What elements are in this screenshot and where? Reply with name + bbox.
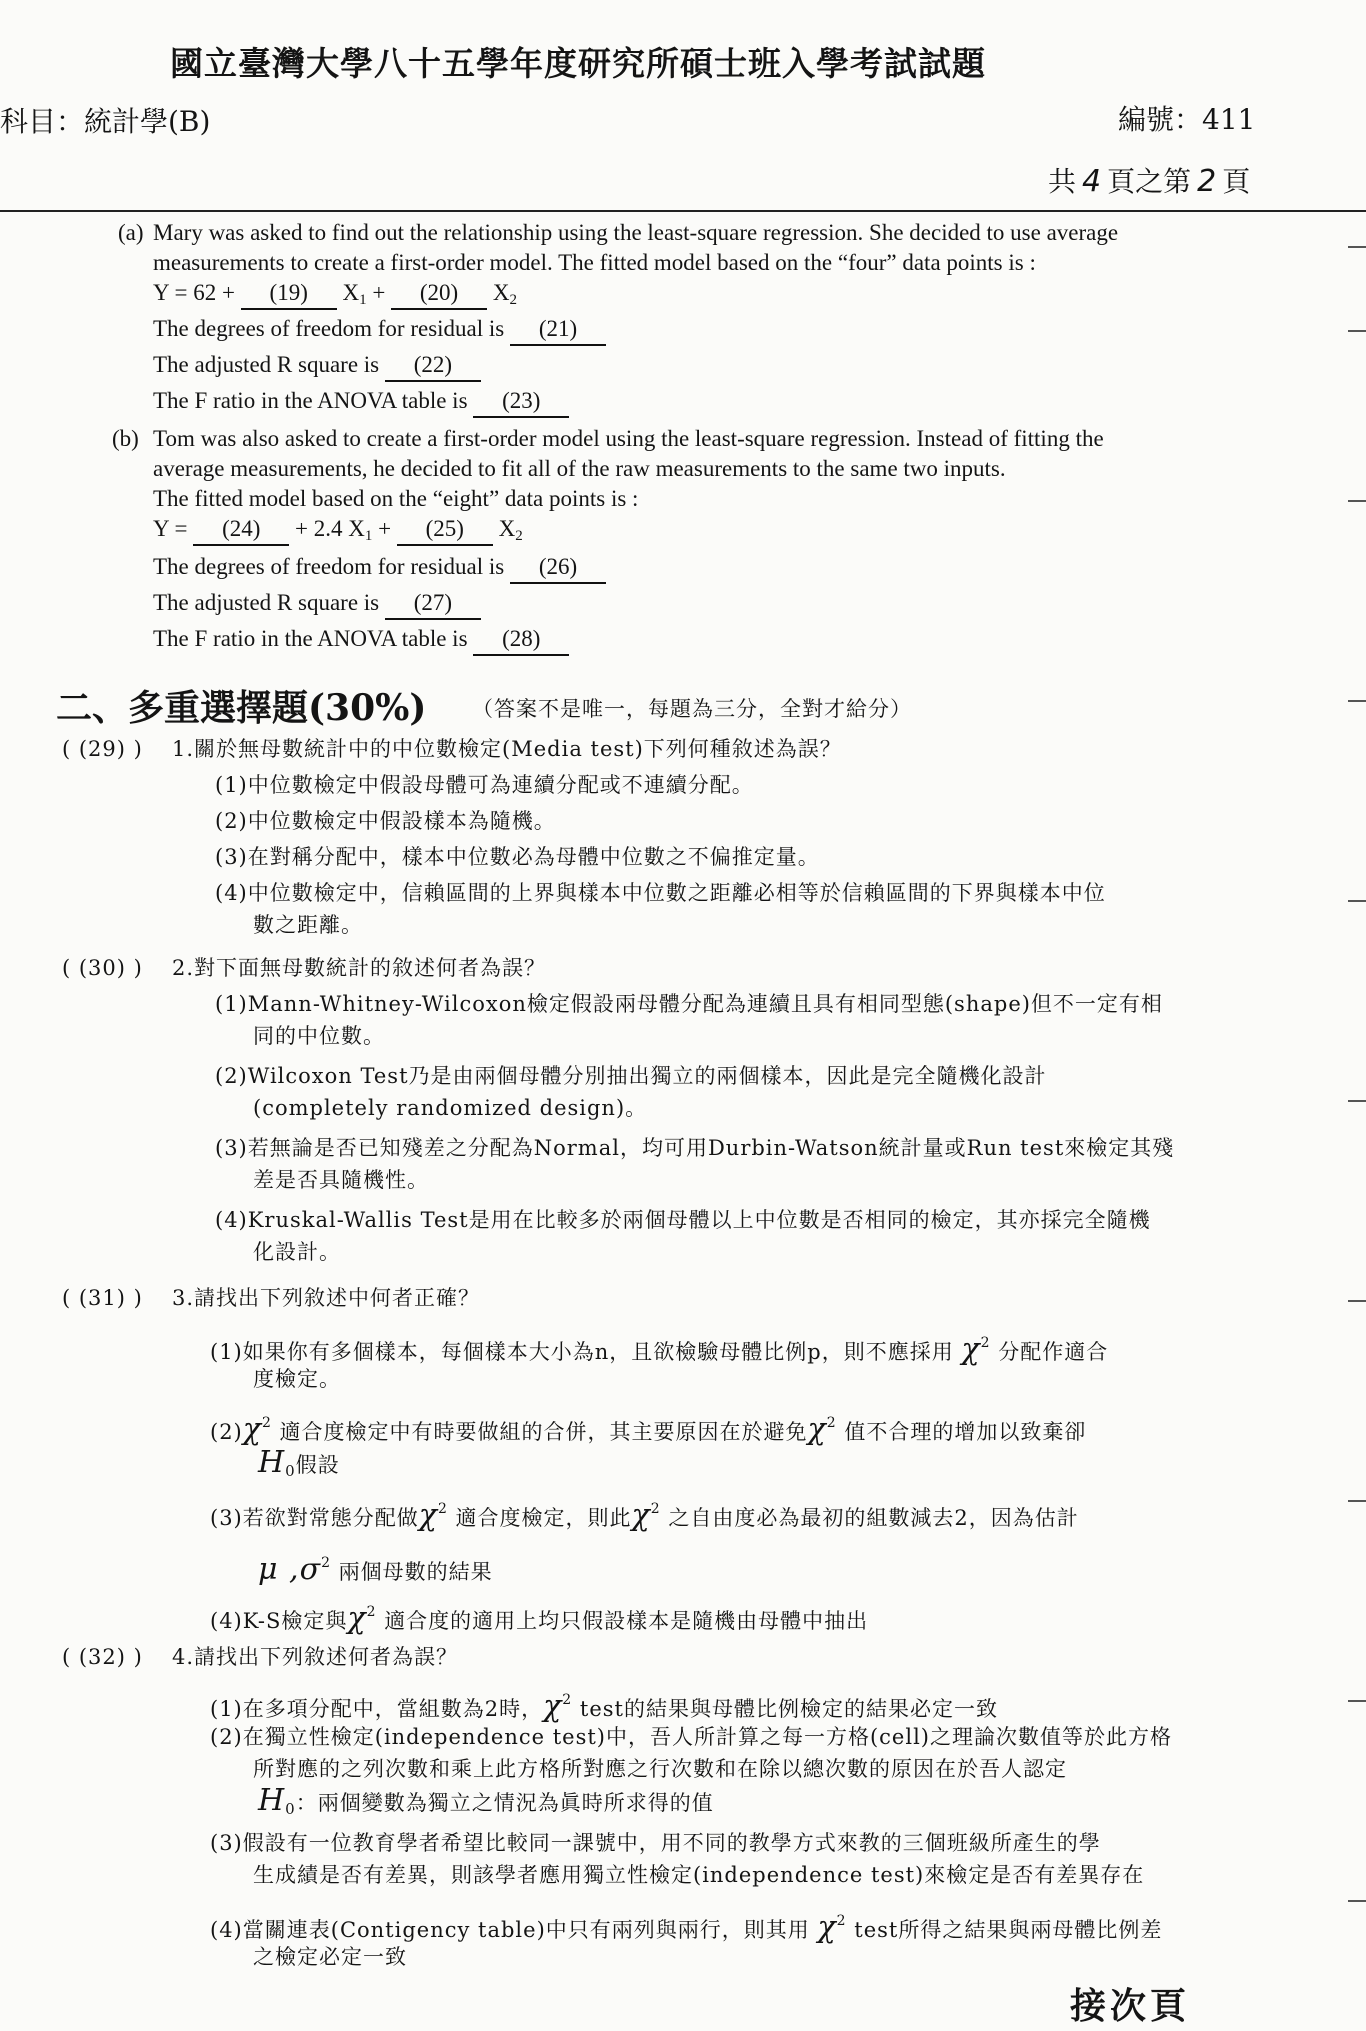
edge-mark [1348,1500,1366,1502]
q30-option-3: (3)若無論是否已知殘差之分配為Normal，均可用Durbin-Watson統計量或Run test來檢定其殘 [215,1136,1175,1160]
part-a-f-ratio: The F ratio in the ANOVA table is (23) [153,386,569,418]
blank-19: (19) [241,278,337,310]
q31-option-1: (1)如果你有多個樣本，每個樣本大小為n，且欲檢驗母體比例p，則不應採用 $\chi^2$ 分配作適合 [210,1332,1109,1367]
part-a-dof: The degrees of freedom for residual is (21) [153,314,606,346]
q31-option-2: $(2)\chi^2$ 適合度檢定中有時要做組的合併，其主要原因在於避免$\chi^2$ 值不合理的增加以致棄卻 [210,1412,1087,1447]
chi-symbol: χ [543,1689,563,1724]
q31-option-3-cont: μ $,\sigma^2$ 兩個母數的結果 [258,1552,493,1587]
part-a-intro-2: measurements to create a first-order model. The fitted model based on the “four” data points is : [153,250,1036,275]
part-b-adj-r2: The adjusted R square is (27) [153,588,481,620]
blank-21: (21) [510,314,606,346]
part-b-f-ratio: The F ratio in the ANOVA table is (28) [153,624,569,656]
pages-current: 2 [1197,164,1217,199]
edge-mark [1348,1100,1366,1102]
blank-28: (28) [473,624,569,656]
q31-blank: ( (31) ) [62,1286,143,1310]
edge-mark [1348,1900,1366,1902]
q29-option-4: (4)中位數檢定中，信賴區間的上界與樣本中位數之距離必相等於信賴區間的下界與樣本中位 [215,881,1106,905]
subject-label: 科目：統計學(B) [0,105,211,138]
chi-symbol: χ [347,1601,367,1636]
q29-option-3: (3)在對稱分配中，樣本中位數必為母體中位數之不偏推定量。 [215,845,820,869]
chi-symbol: χ [807,1412,827,1447]
q29-option-2: (2)中位數檢定中假設樣本為隨機。 [215,809,556,833]
part-b-dof: The degrees of freedom for residual is (26) [153,552,606,584]
q32-option-2-cont2: $H_0$：兩個變數為獨立之情況為眞時所求得的值 [258,1783,714,1818]
blank-27: (27) [385,588,481,620]
part-b-label: (b) [112,426,139,451]
header-rule [0,210,1366,212]
chi-symbol: χ [631,1498,651,1533]
chi-symbol: χ [242,1412,262,1447]
q30-option-1-cont: 同的中位數。 [253,1024,385,1048]
q29-option-1: (1)中位數檢定中假設母體可為連續分配或不連續分配。 [215,773,754,797]
part-b-equation: Y = (24) + 2.4 $X_1 + (25)$ $X_2$ [153,516,523,544]
edge-mark [1348,246,1366,248]
part-b-intro-3: The fitted model based on the “eight” data points is : [153,486,639,511]
exam-title: 國立臺灣大學八十五學年度研究所碩士班入學考試試題 [170,44,986,83]
q32-option-3-cont: 生成績是否有差異，則該學者應用獨立性檢定(independence test)來檢定是否有差異存在 [253,1863,1145,1887]
blank-26: (26) [510,552,606,584]
section-2-note: （答案不是唯一，每題為三分，全對才給分） [472,697,912,721]
q32-option-4: (4)當關連表(Contigency table)中只有兩列與兩行，則其用 $\chi^2$ test所得之結果與兩母體比例差 [210,1910,1163,1945]
blank-24: (24) [193,514,289,546]
exam-code: 編號：411 [1118,103,1256,136]
q31-option-4: (4)K-S檢定與$\chi^2$ 適合度的適用上均只假設樣本是隨機由母體中抽出 [210,1601,869,1636]
edge-mark [1348,330,1366,332]
part-b-intro-1: Tom was also asked to create a first-order model using the least-square regression. Instead of fitting the [153,426,1104,451]
section-2-title: 二、多重選擇題(30%) [56,687,427,729]
q32-stem: 4.請找出下列敘述何者為誤？ [172,1645,459,1669]
blank-23: (23) [473,386,569,418]
pages-total: 4 [1082,164,1102,199]
q30-stem: 2.對下面無母數統計的敘述何者為誤？ [172,956,547,980]
next-page-note: 接次頁 [1070,1985,1191,2027]
blank-22: (22) [385,350,481,382]
q30-option-1: (1)Mann-Whitney-Wilcoxon檢定假設兩母體分配為連續且具有相同型態(shape)但不一定有相 [215,992,1163,1016]
q30-option-2-cont: (completely randomized design)。 [253,1096,648,1120]
part-b-intro-2: average measurements, he decided to fit all of the raw measurements to the same two inputs. [153,456,1006,481]
q30-option-4-cont: 化設計。 [253,1240,341,1264]
edge-mark [1348,1300,1366,1302]
edge-mark [1348,1700,1366,1702]
chi-symbol: χ [418,1498,438,1533]
edge-mark [1348,900,1366,902]
part-a-intro-1: Mary was asked to find out the relationship using the least-square regression. She decided to use average [153,220,1119,245]
q29-blank: ( (29) ) [62,737,143,761]
edge-mark [1348,500,1366,502]
q31-option-3: (3)若欲對常態分配做$\chi^2$ 適合度檢定，則此$\chi^2$ 之自由度必為最初的組數減去2，因為估計 [210,1498,1079,1533]
q30-blank: ( (30) ) [62,956,143,980]
q32-option-2: (2)在獨立性檢定(independence test)中，吾人所計算之每一方格(cell)之理論次數值等於此方格 [210,1725,1172,1749]
edge-mark [1348,700,1366,702]
q30-option-4: (4)Kruskal-Wallis Test是用在比較多於兩個母體以上中位數是否相同的檢定，其亦採完全隨機 [215,1208,1151,1232]
q31-stem: 3.請找出下列敘述中何者正確？ [172,1286,481,1310]
q30-option-3-cont: 差是否具隨機性。 [253,1168,429,1192]
chi-symbol: χ [961,1332,981,1367]
part-a-label: (a) [118,220,144,245]
page-indicator: 共 4 頁之第 2 頁 [1048,164,1251,199]
part-a-equation: Y = 62 + (19) $X_1 + (20)$ $X_2$ [153,280,517,308]
q30-option-2: (2)Wilcoxon Test乃是由兩個母體分別抽出獨立的兩個樣本，因此是完全隨機化設計 [215,1064,1047,1088]
q29-option-4-cont: 數之距離。 [253,913,363,937]
part-a-adj-r2: The adjusted R square is (22) [153,350,481,382]
blank-25: (25) [397,514,493,546]
blank-20: (20) [391,278,487,310]
q29-stem: 1.關於無母數統計中的中位數檢定(Media test)下列何種敘述為誤？ [172,737,842,761]
q32-option-4-cont: 之檢定必定一致 [253,1945,407,1969]
q32-option-2-cont: 所對應的之列次數和乘上此方格所對應之行次數和在除以總次數的原因在於吾人認定 [253,1757,1067,1781]
q32-blank: ( (32) ) [62,1645,143,1669]
q31-option-2-cont: $H_0$假設 [258,1445,340,1480]
q32-option-3: (3)假設有一位教育學者希望比較同一課號中，用不同的教學方式來教的三個班級所產生的學 [210,1831,1101,1855]
q32-option-1: (1)在多項分配中，當組數為2時，$\chi^2$ test的結果與母體比例檢定的結果必定一致 [210,1689,998,1724]
chi-symbol: χ [817,1910,837,1945]
q31-option-1-cont: 度檢定。 [253,1367,341,1391]
